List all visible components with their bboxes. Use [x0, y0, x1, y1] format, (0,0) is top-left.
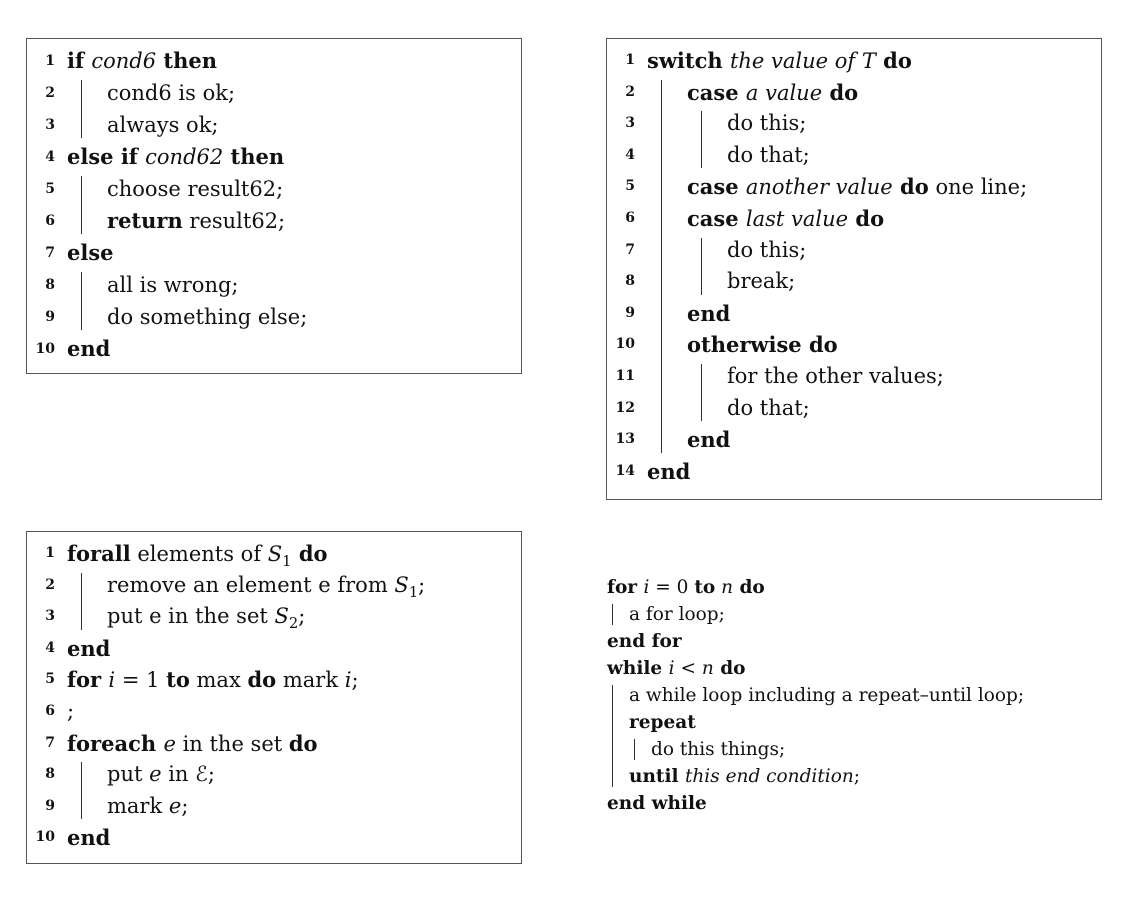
statement-text: = 1 [115, 668, 167, 693]
code-text [687, 298, 730, 331]
block-bar [661, 80, 662, 453]
statement-text: remove an element e from [107, 572, 395, 597]
statement-text: do this; [727, 237, 807, 262]
statement-text: do this things; [651, 739, 786, 760]
keyword: switch [647, 48, 730, 73]
statement-text: break; [727, 269, 796, 294]
code-text [107, 109, 219, 141]
condition-text: this end condition [684, 766, 854, 787]
line-number: 7 [625, 241, 635, 258]
statement-text: ; [853, 766, 860, 787]
keyword: end [647, 458, 691, 484]
line-number: 5 [625, 178, 635, 195]
code-line [27, 109, 521, 141]
code-line [27, 601, 521, 633]
keyword: for [607, 577, 644, 598]
statement-text: a for loop; [629, 604, 725, 625]
line-number: 8 [45, 766, 55, 783]
code-line [27, 333, 521, 365]
condition-text: a value [745, 80, 823, 105]
code-line [27, 696, 521, 728]
math-var: e [149, 762, 162, 787]
keyword: return [107, 208, 183, 233]
keyword: end [67, 635, 111, 661]
code-line [607, 682, 1107, 709]
code-text [607, 790, 707, 817]
code-text [629, 682, 1024, 709]
keyword: do [288, 730, 318, 756]
line-number: 14 [615, 462, 635, 479]
keyword: case [687, 206, 746, 231]
block-bar [701, 111, 702, 168]
line-number: 12 [615, 399, 635, 416]
code-line [607, 203, 1101, 235]
line-number: 10 [615, 336, 635, 353]
keyword: until [629, 766, 685, 787]
statement-text: elements of [130, 542, 268, 566]
keyword: do [875, 48, 912, 73]
line-number: 9 [625, 304, 635, 321]
code-line [607, 574, 1107, 601]
code-text [727, 393, 810, 425]
keyword: forall [67, 541, 131, 566]
keyword: do [892, 174, 929, 200]
line-number: 6 [45, 213, 55, 229]
keyword: end while [607, 793, 707, 814]
code-text [687, 424, 730, 457]
keyword: for [67, 667, 109, 693]
code-text [67, 333, 110, 365]
condition-text: another value [745, 175, 893, 200]
code-line [27, 822, 521, 854]
code-line [607, 329, 1101, 361]
math-var: i [108, 668, 116, 693]
statement-text: ; [67, 699, 75, 723]
line-number: 9 [45, 797, 55, 814]
line-number: 7 [45, 734, 55, 751]
block-bar [701, 364, 702, 421]
block-bar [81, 80, 82, 138]
code-line [607, 393, 1101, 425]
block-bar [81, 176, 82, 234]
code-line [27, 173, 521, 205]
code-line [607, 709, 1107, 736]
statement-text: ; [207, 762, 215, 787]
line-number: 2 [45, 85, 55, 101]
code-line [27, 77, 521, 109]
code-text [67, 141, 284, 173]
math-var: e [163, 731, 176, 756]
code-line [607, 266, 1101, 298]
statement-text: put e in the set [107, 604, 275, 629]
condition-text: the value of T [729, 49, 876, 73]
code-text [107, 77, 235, 109]
code-line [27, 538, 521, 570]
code-line [27, 570, 521, 602]
statement-text: for the other values; [727, 364, 944, 388]
statement-text: in the set [175, 731, 289, 756]
math-var: S [274, 604, 289, 629]
code-text [727, 361, 944, 393]
keyword: if [67, 48, 92, 73]
block-bar [634, 739, 635, 760]
line-number: 2 [45, 576, 55, 593]
keyword: end for [607, 631, 682, 652]
subscript: 1 [408, 583, 419, 601]
line-number: 10 [35, 341, 55, 357]
code-line [27, 664, 521, 696]
statement-text: always ok; [107, 113, 219, 137]
code-line [607, 628, 1107, 655]
code-line [607, 140, 1101, 172]
keyword: do [848, 206, 885, 231]
code-text [67, 822, 110, 855]
code-line [27, 791, 521, 823]
code-text [727, 266, 795, 298]
code-line [607, 601, 1107, 628]
math-var: i [643, 577, 650, 598]
code-line [607, 45, 1101, 77]
line-number: 1 [45, 545, 55, 561]
keyword: to [166, 667, 190, 693]
line-number: 13 [615, 431, 635, 448]
line-number: 3 [45, 117, 55, 133]
statement-text: max [189, 668, 248, 693]
statement-text: mark [276, 668, 345, 693]
code-text [107, 301, 307, 333]
statement-text: choose result62; [107, 177, 284, 201]
keyword: end [67, 825, 111, 851]
code-text [629, 601, 725, 628]
code-text [107, 759, 215, 791]
line-number: 1 [45, 53, 55, 69]
block-bar [612, 685, 613, 787]
code-text [629, 709, 696, 736]
statement-text: all is wrong; [107, 273, 239, 297]
block-bar [81, 573, 82, 630]
keyword: while [607, 658, 669, 679]
line-number: 1 [625, 52, 635, 68]
code-text [67, 45, 217, 77]
line-number: 8 [625, 273, 635, 290]
statement-text: < [674, 658, 702, 679]
block-bar [81, 272, 82, 330]
keyword: do [247, 667, 277, 693]
keyword: otherwise do [687, 332, 838, 358]
statement-text: mark [107, 793, 169, 818]
keyword: end [687, 300, 731, 326]
statement-text: a while loop including a repeat–until loop; [629, 685, 1025, 706]
code-line [607, 235, 1101, 267]
code-text [687, 203, 884, 236]
code-line [27, 45, 521, 77]
code-text [67, 237, 114, 269]
keyword: end [67, 336, 111, 361]
math-var: i [344, 668, 352, 693]
code-line [607, 171, 1101, 203]
math-var: n [721, 577, 734, 598]
code-text [67, 633, 110, 666]
line-number: 9 [45, 309, 55, 325]
keyword: do [713, 658, 746, 679]
math-var: S [394, 572, 409, 597]
code-text [67, 728, 318, 761]
code-line [607, 456, 1101, 488]
code-line [607, 763, 1107, 790]
code-line [27, 269, 521, 301]
condition-text: cond6 [91, 49, 157, 73]
code-text [727, 235, 806, 267]
statement-text: put [107, 762, 150, 787]
algorithm-if-else [26, 38, 522, 374]
code-line [607, 108, 1101, 140]
line-number: 4 [625, 146, 635, 163]
code-text [687, 171, 1027, 204]
statement-text: ℰ [195, 762, 208, 787]
condition-text: cond62 [145, 145, 224, 169]
math-var: e [168, 793, 182, 818]
code-line [607, 424, 1101, 456]
line-number: 2 [625, 83, 635, 100]
keyword: end [687, 427, 731, 453]
statement-text: in [161, 762, 196, 787]
code-text [647, 456, 690, 489]
code-text [607, 655, 745, 682]
statement-text: result62; [182, 209, 286, 233]
condition-text: last value [745, 207, 849, 231]
statement-text: do this; [727, 111, 807, 136]
code-line [607, 736, 1107, 763]
statement-text: ; [181, 793, 189, 818]
code-line [607, 790, 1107, 817]
statement-text: cond6 is ok; [107, 81, 236, 105]
keyword: else [67, 240, 114, 265]
keyword: case [687, 174, 746, 200]
code-line [27, 728, 521, 760]
code-text [107, 173, 283, 205]
statement-text: do that; [727, 142, 810, 167]
keyword: then [156, 48, 217, 73]
line-number: 6 [625, 210, 635, 226]
line-number: 3 [625, 115, 635, 132]
code-line [607, 361, 1101, 393]
statement-text: ; [298, 604, 306, 629]
keyword: do [822, 79, 859, 105]
subscript: 2 [288, 615, 299, 633]
math-var: i [668, 658, 675, 679]
line-number: 7 [45, 245, 55, 261]
code-line [607, 77, 1101, 109]
code-text [107, 269, 239, 301]
keyword: do [291, 541, 328, 566]
code-text [67, 664, 359, 697]
code-line [607, 298, 1101, 330]
math-var: n [701, 658, 714, 679]
block-bar [701, 238, 702, 295]
keyword: foreach [67, 730, 164, 756]
line-number: 4 [45, 639, 55, 656]
block-bar [612, 604, 613, 625]
code-text [647, 45, 912, 78]
line-number: 11 [615, 368, 635, 384]
line-number: 8 [45, 277, 55, 293]
algorithm-forall [26, 531, 522, 864]
statement-text: ; [351, 668, 359, 693]
code-text [651, 736, 785, 763]
line-number: 10 [35, 829, 55, 846]
code-text [629, 763, 860, 790]
code-line [27, 301, 521, 333]
line-number: 6 [45, 703, 55, 719]
code-text [607, 628, 682, 655]
code-text [607, 574, 765, 601]
statement-text: ; [418, 572, 426, 597]
line-number: 3 [45, 608, 55, 625]
statement-text: = 0 [649, 577, 695, 598]
statement-text: one line; [928, 175, 1028, 200]
code-text [727, 140, 810, 172]
code-line [27, 237, 521, 269]
keyword: then [223, 144, 285, 169]
algorithm-switch [606, 38, 1102, 500]
code-text [687, 329, 838, 362]
code-text [67, 696, 74, 728]
keyword: else if [67, 144, 146, 169]
keyword: case [687, 79, 746, 105]
algorithm-loops [607, 574, 1107, 830]
keyword: to [694, 577, 716, 598]
code-line [27, 759, 521, 791]
code-line [27, 141, 521, 173]
code-text [107, 205, 285, 237]
code-line [27, 633, 521, 665]
statement-text: do something else; [107, 305, 308, 329]
statement-text: do that; [727, 395, 810, 420]
line-number: 5 [45, 671, 55, 688]
block-bar [81, 762, 82, 819]
code-line [607, 655, 1107, 682]
subscript: 1 [282, 553, 292, 571]
code-text [687, 77, 858, 110]
line-number: 4 [45, 149, 55, 165]
code-text [727, 108, 806, 140]
keyword: repeat [629, 712, 696, 733]
keyword: do [733, 577, 765, 598]
math-var: S [267, 542, 283, 566]
code-line [27, 205, 521, 237]
code-text [107, 791, 188, 823]
line-number: 5 [45, 181, 55, 197]
